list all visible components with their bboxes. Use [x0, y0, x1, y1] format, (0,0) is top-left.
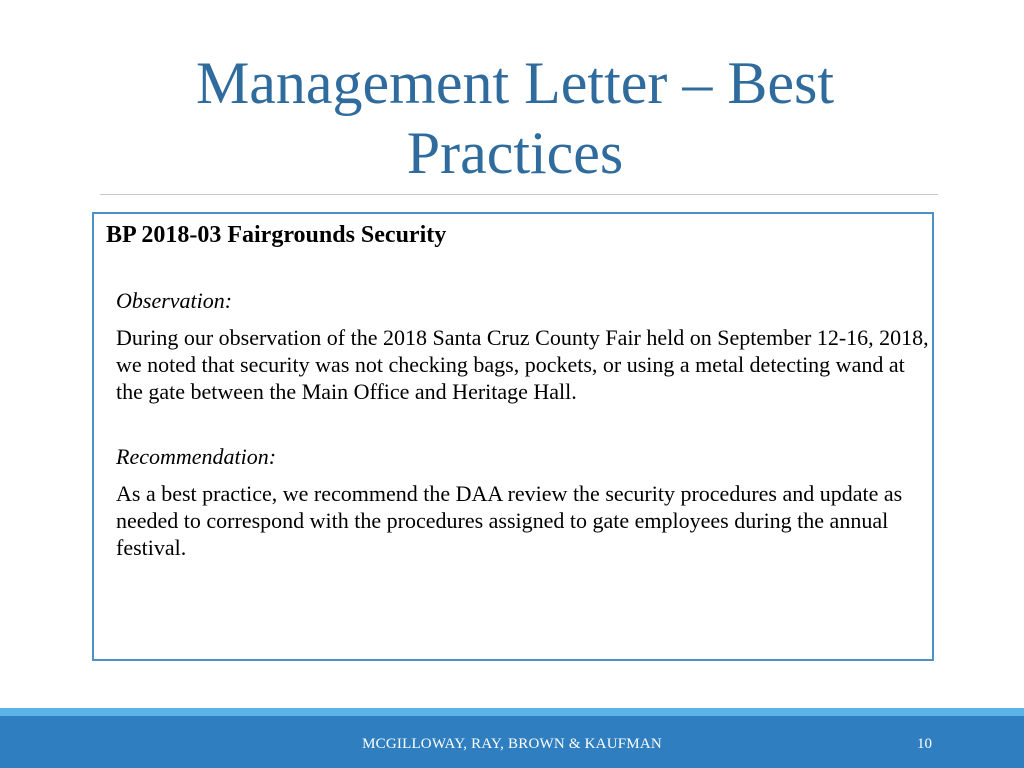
slide-title: Management Letter – Best Practices [195, 50, 835, 186]
footer-firm-name: MCGILLOWAY, RAY, BROWN & KAUFMAN [362, 736, 662, 752]
title-divider [100, 194, 938, 195]
page-number: 10 [917, 736, 932, 752]
recommendation-label: Recommendation: [116, 444, 277, 469]
recommendation-text: As a best practice, we recommend the DAA review the security procedures and update as needed to correspond with the procedures assigned to gate employees during the annual festival. [116, 481, 903, 560]
footer-accent-line [0, 708, 1024, 716]
observation-label: Observation: [116, 288, 233, 313]
footer-bar [0, 716, 1024, 768]
bp-heading: BP 2018-03 Fairgrounds Security [106, 222, 447, 248]
observation-text: During our observation of the 2018 Santa Cruz County Fair held on September 12-16, 2018, we noted that security was not checking bags, pockets, or using a metal detecting wand at the gate between the Main Office and Heritage Hall. [116, 325, 929, 404]
content-box [92, 212, 934, 661]
